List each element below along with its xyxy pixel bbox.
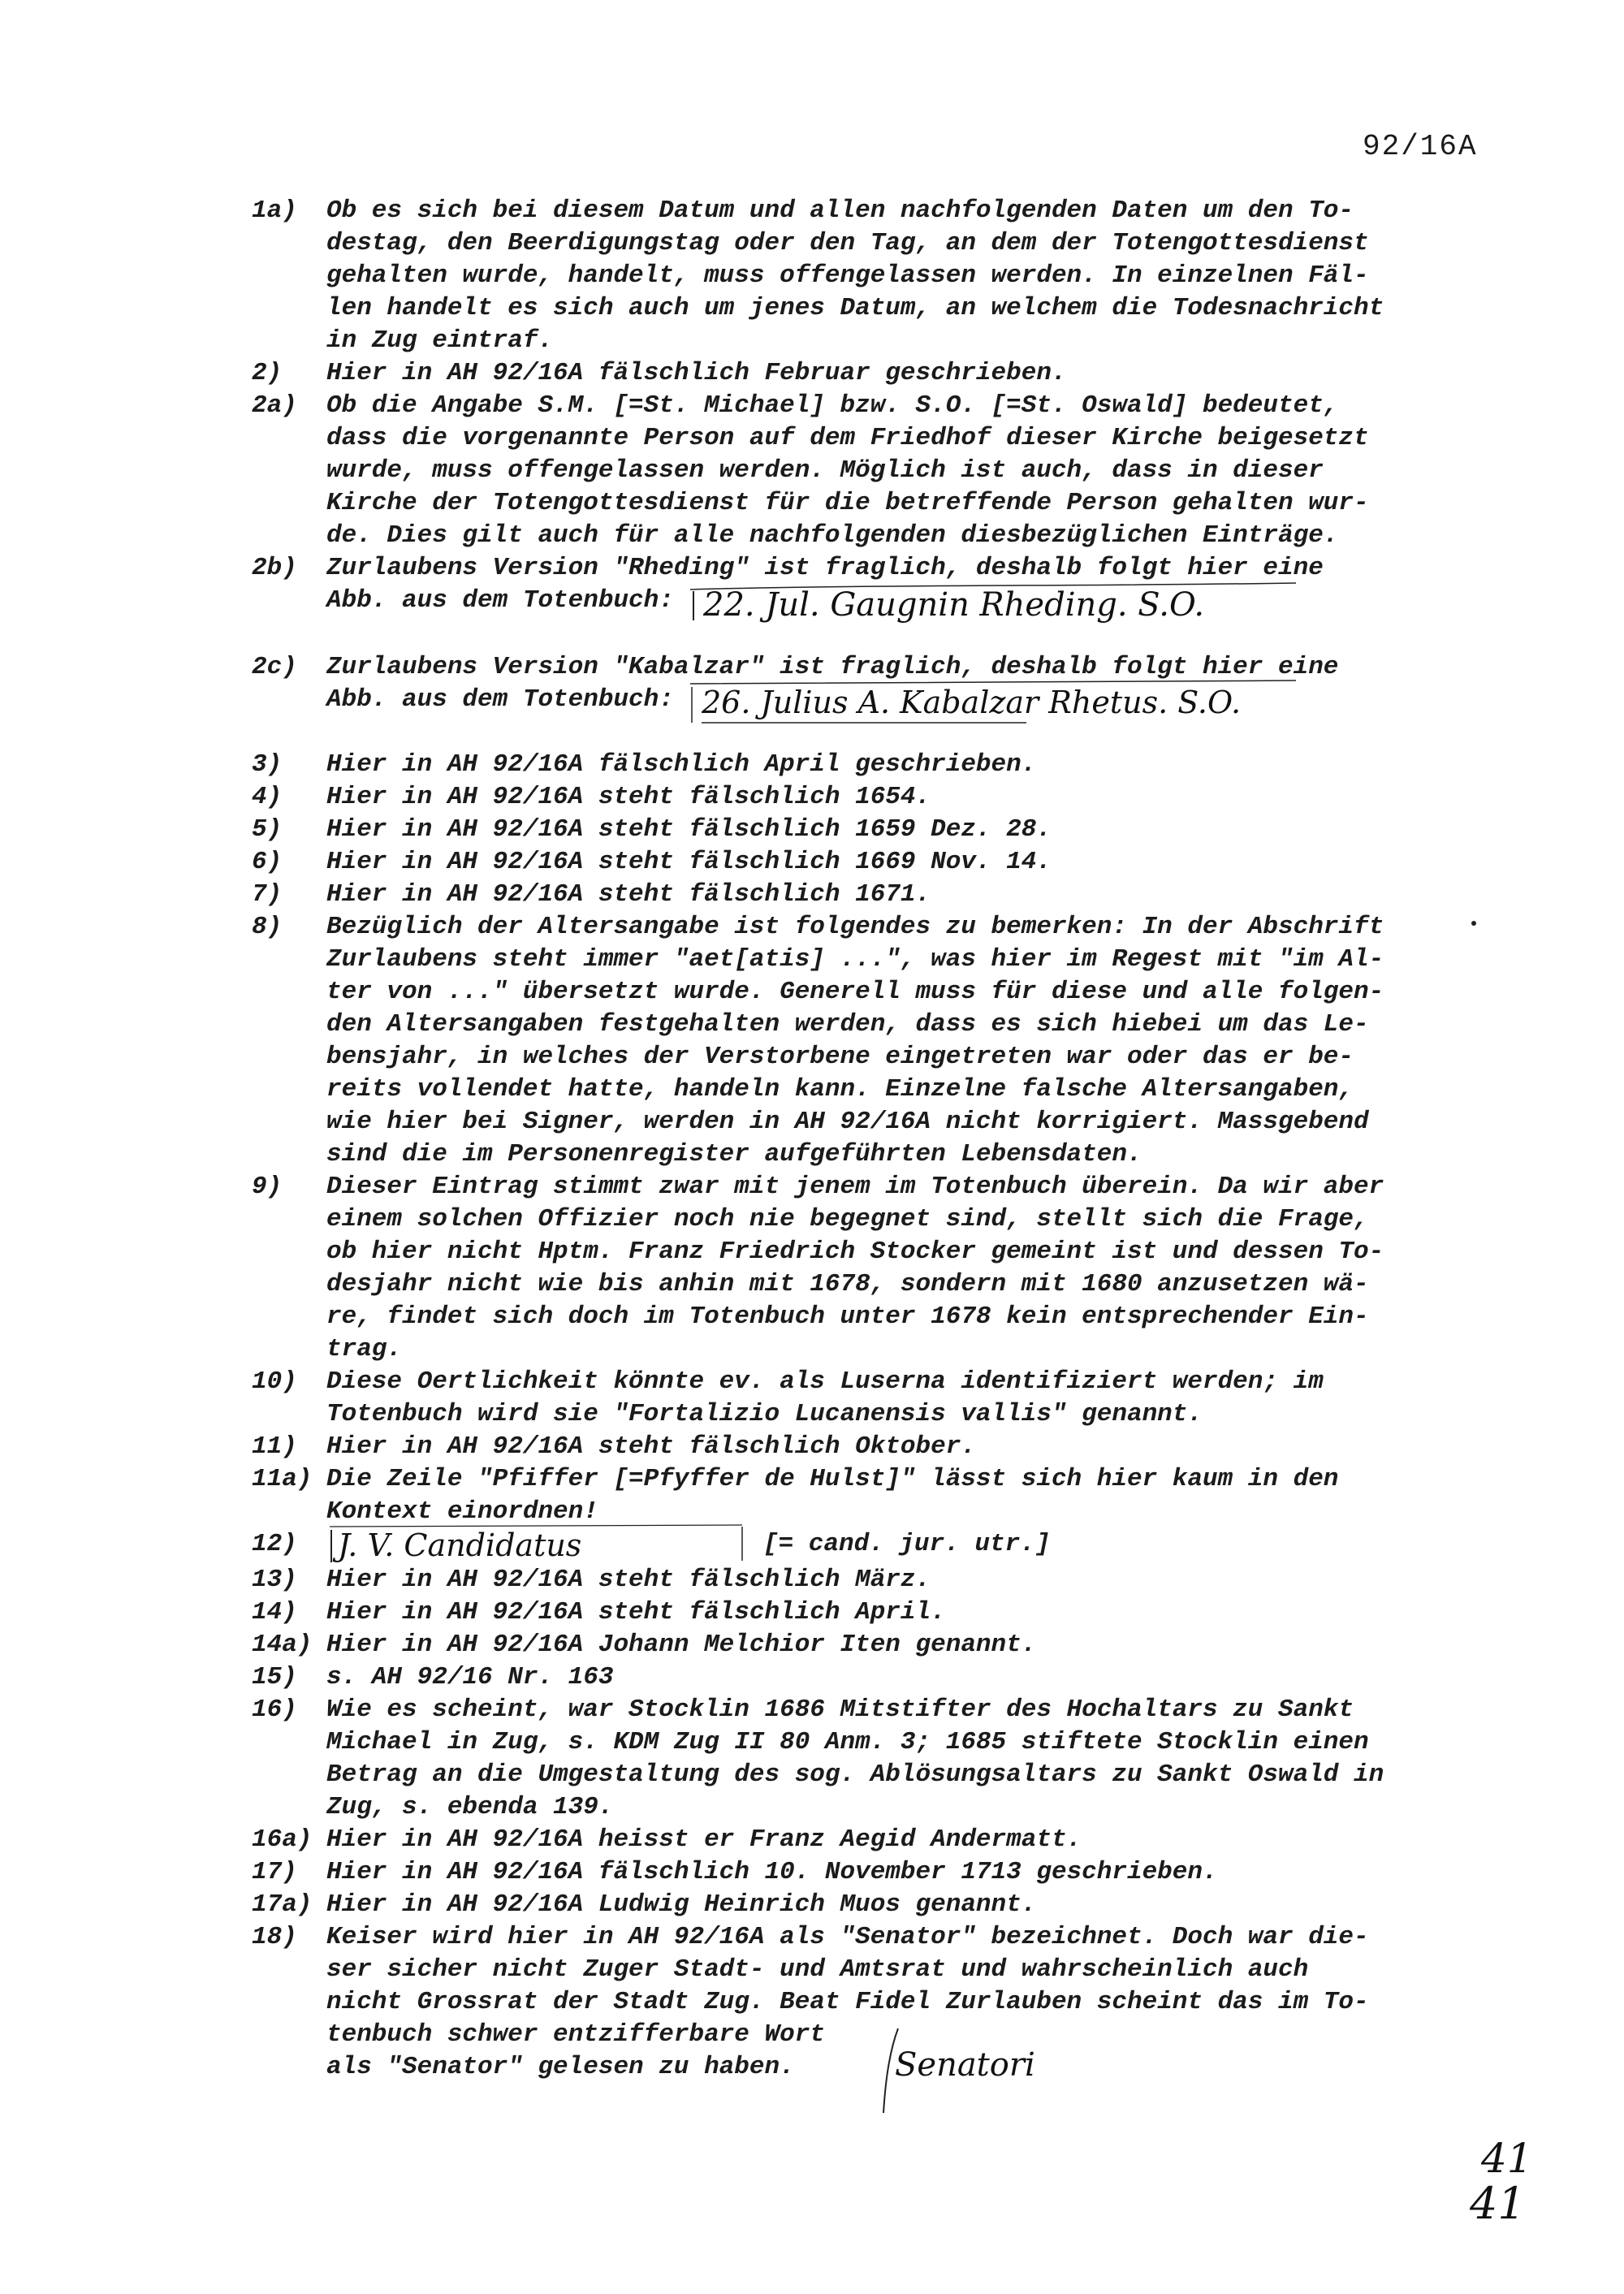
footnote-number: 13) xyxy=(252,1566,297,1594)
footnote-number: 5) xyxy=(252,815,283,844)
footnote-number: 15) xyxy=(252,1663,297,1691)
footnote-line: Zurlaubens Version "Kabalzar" ist fraglich, deshalb folgt hier eine xyxy=(326,653,1339,681)
footnote-line: Hier in AH 92/16A steht fälschlich April. xyxy=(326,1598,946,1627)
footnote xyxy=(252,1856,1518,1889)
footnote-line: in Zug eintraf. xyxy=(326,326,554,355)
footnote xyxy=(252,1463,1518,1528)
footnote-line: Abb. aus dem Totenbuch: xyxy=(326,685,674,714)
footnote-line: Hier in AH 92/16A Johann Melchior Iten genannt. xyxy=(326,1631,1037,1659)
footnote-line: Hier in AH 92/16A steht fälschlich März. xyxy=(326,1566,931,1594)
footnote xyxy=(252,390,1518,552)
page-reference: 92/16A xyxy=(1363,130,1478,163)
footnote-line: wurde, muss offengelassen werden. Möglich ist auch, dass in dieser xyxy=(326,456,1324,485)
footnote xyxy=(252,781,1518,814)
handwriting-scan-image xyxy=(874,2022,1117,2119)
footnote-line: Totenbuch wird sie "Fortalizio Lucanensis vallis" genannt. xyxy=(326,1400,1203,1428)
footnote-line: de. Dies gilt auch für alle nachfolgenden diesbezüglichen Einträge. xyxy=(326,521,1339,550)
handwriting-scan-image xyxy=(685,575,1302,632)
footnote-number: 2) xyxy=(252,359,283,387)
footnote xyxy=(252,1431,1518,1463)
footnote xyxy=(252,846,1518,879)
footnote-number: 14a) xyxy=(252,1631,313,1659)
footnote-number: 17a) xyxy=(252,1890,313,1919)
footnote-line: gehalten wurde, handelt, muss offengelassen werden. In einzelnen Fäl- xyxy=(326,261,1369,290)
footnote-number: 12) xyxy=(252,1530,297,1558)
footnote-line: Betrag an die Umgestaltung des sog. Ablösungsaltars zu Sankt Oswald in xyxy=(326,1760,1384,1789)
footnote-line: tenbuch schwer entzifferbare Wort xyxy=(326,2020,825,2049)
footnote-line: Kirche der Totengottesdienst für die betreffende Person gehalten wur- xyxy=(326,489,1369,517)
footnote-line: [= cand. jur. utr.] xyxy=(763,1530,1051,1558)
footnote-line: Zug, s. ebenda 139. xyxy=(326,1793,614,1821)
footnote-line: desjahr nicht wie bis anhin mit 1678, sondern mit 1680 anzusetzen wä- xyxy=(326,1270,1369,1298)
footnote xyxy=(252,1171,1518,1366)
footnote xyxy=(252,1564,1518,1596)
footnote-number: 17) xyxy=(252,1858,297,1886)
footnote-line: Abb. aus dem Totenbuch: xyxy=(326,586,674,615)
stray-mark xyxy=(1471,921,1476,926)
footnote-number: 8) xyxy=(252,913,283,941)
footnote xyxy=(252,1366,1518,1431)
handwritten-page-number: 41 xyxy=(1481,2135,1533,2182)
footnote-number: 16) xyxy=(252,1696,297,1724)
footnote-line: Hier in AH 92/16A steht fälschlich 1671. xyxy=(326,880,931,909)
footnote-line: sind die im Personenregister aufgeführten Lebensdaten. xyxy=(326,1140,1142,1169)
footnote-line: re, findet sich doch im Totenbuch unter 1678 kein entsprechender Ein- xyxy=(326,1303,1369,1331)
footnote xyxy=(252,1824,1518,1856)
footnote xyxy=(252,749,1518,781)
footnote xyxy=(252,1596,1518,1629)
footnote-line: Hier in AH 92/16A steht fälschlich 1654. xyxy=(326,783,931,811)
page-number-stamp xyxy=(1470,2136,1533,2227)
footnote xyxy=(252,552,1518,633)
footnote-line: ser sicher nicht Zuger Stadt- und Amtsrat und wahrscheinlich auch xyxy=(326,1955,1309,1984)
footnote-line: Zurlaubens Version "Rheding" ist fraglich, deshalb folgt hier eine xyxy=(326,554,1324,582)
footnote xyxy=(252,1629,1518,1661)
footnote xyxy=(252,357,1518,390)
footnote xyxy=(252,195,1518,357)
handwriting-text: 22. Jul. Gaugnin Rheding. S.O. xyxy=(702,586,1205,624)
footnote-number: 10) xyxy=(252,1367,297,1396)
footnote-line: trag. xyxy=(326,1335,403,1363)
footnote xyxy=(252,1921,1518,2119)
footnote xyxy=(252,1528,1518,1564)
footnote-line: den Altersangaben festgehalten werden, dass es sich hiebei um das Le- xyxy=(326,1010,1369,1039)
footnote-line: nicht Grossrat der Stadt Zug. Beat Fidel Zurlauben scheint das im To- xyxy=(326,1988,1369,2016)
footnote-number: 18) xyxy=(252,1923,297,1951)
handwriting-text: 26. Julius A. Kabalzar Rhetus. S.O. xyxy=(701,685,1241,720)
footnote-line: reits vollendet hatte, handeln kann. Einzelne falsche Altersangaben, xyxy=(326,1075,1354,1104)
footnote-number: 3) xyxy=(252,750,283,779)
footnote-number: 4) xyxy=(252,783,283,811)
footnote-number: 16a) xyxy=(252,1825,313,1854)
footnote-number: 9) xyxy=(252,1173,283,1201)
footnote-number: 14) xyxy=(252,1598,297,1627)
handwriting-text: J. V. Candidatus xyxy=(338,1527,582,1563)
footnote-line: Die Zeile "Pfiffer [=Pfyffer de Hulst]" lässt sich hier kaum in den xyxy=(326,1465,1339,1493)
footnote-line: Ob die Angabe S.M. [=St. Michael] bzw. S.O. [=St. Oswald] bedeutet, xyxy=(326,391,1339,420)
footnote-line: dass die vorgenannte Person auf dem Friedhof dieser Kirche beigesetzt xyxy=(326,424,1369,452)
footnote-line: einem solchen Offizier noch nie begegnet sind, stellt sich die Frage, xyxy=(326,1205,1369,1233)
footnote-number: 2c) xyxy=(252,653,297,681)
footnote-line: Hier in AH 92/16A steht fälschlich 1659 Dez. 28. xyxy=(326,815,1052,844)
stamped-page-number: 41 xyxy=(1470,2178,1526,2229)
footnote-line: Hier in AH 92/16A fälschlich 10. November 1713 geschrieben. xyxy=(326,1858,1218,1886)
footnote xyxy=(252,651,1518,734)
footnote-line: Hier in AH 92/16A Ludwig Heinrich Muos genannt. xyxy=(326,1890,1037,1919)
footnote-line: Michael in Zug, s. KDM Zug II 80 Anm. 3; 1685 stiftete Stocklin einen xyxy=(326,1728,1369,1756)
footnote-line: Hier in AH 92/16A heisst er Franz Aegid Andermatt. xyxy=(326,1825,1082,1854)
footnote-line: Hier in AH 92/16A fälschlich April geschrieben. xyxy=(326,750,1037,779)
handwriting-text: Senatori xyxy=(894,2046,1035,2084)
handwriting-scan-image xyxy=(685,676,1302,734)
footnote-line: Wie es scheint, war Stocklin 1686 Mitstifter des Hochaltars zu Sankt xyxy=(326,1696,1354,1724)
footnote-line: Dieser Eintrag stimmt zwar mit jenem im Totenbuch überein. Da wir aber xyxy=(326,1173,1384,1201)
footnote-line: ter von ..." übersetzt wurde. Generell muss für diese und alle folgen- xyxy=(326,978,1384,1006)
footnote xyxy=(252,879,1518,911)
footnote-line: len handelt es sich auch um jenes Datum, an welchem die Todesnachricht xyxy=(326,294,1384,322)
footnote-line: wie hier bei Signer, werden in AH 92/16A nicht korrigiert. Massgebend xyxy=(326,1108,1369,1136)
footnote-line: Hier in AH 92/16A steht fälschlich 1669 Nov. 14. xyxy=(326,848,1052,876)
footnote-line: Zurlaubens steht immer "aet[atis] ...", was hier im Regest mit "im Al- xyxy=(326,945,1384,974)
footnote-line: Hier in AH 92/16A steht fälschlich Oktober. xyxy=(326,1432,976,1461)
footnote-number: 2a) xyxy=(252,391,297,420)
footnote-number: 2b) xyxy=(252,554,297,582)
footnote-line: Ob es sich bei diesem Datum und allen nachfolgenden Daten um den To- xyxy=(326,197,1354,225)
footnote-number: 11) xyxy=(252,1432,297,1461)
footnote-line: Kontext einordnen! xyxy=(326,1497,598,1526)
footnote-line: bensjahr, in welches der Verstorbene eingetreten war oder das er be- xyxy=(326,1043,1354,1071)
footnote-line: destag, den Beerdigungstag oder den Tag, an dem der Totengottesdienst xyxy=(326,229,1369,257)
footnote xyxy=(252,911,1518,1171)
footnote-line: s. AH 92/16 Nr. 163 xyxy=(326,1663,614,1691)
footnote-line: Keiser wird hier in AH 92/16A als "Senator" bezeichnet. Doch war die- xyxy=(326,1923,1369,1951)
footnote-number: 6) xyxy=(252,848,283,876)
footnote-line: Hier in AH 92/16A fälschlich Februar geschrieben. xyxy=(326,359,1067,387)
footnote xyxy=(252,814,1518,846)
footnote-line: ob hier nicht Hptm. Franz Friedrich Stocker gemeint ist und dessen To- xyxy=(326,1238,1384,1266)
footnote-number: 7) xyxy=(252,880,283,909)
footnotes-list xyxy=(252,195,1518,2119)
footnote-line: Diese Oertlichkeit könnte ev. als Luserna identifiziert werden; im xyxy=(326,1367,1324,1396)
footnote xyxy=(252,1694,1518,1824)
footnote-line: Bezüglich der Altersangabe ist folgendes zu bemerken: In der Abschrift xyxy=(326,913,1384,941)
footnote-line: als "Senator" gelesen zu haben. xyxy=(326,2053,795,2081)
footnote xyxy=(252,1661,1518,1694)
footnote-number: 11a) xyxy=(252,1465,313,1493)
footnote xyxy=(252,1889,1518,1921)
handwriting-scan-image xyxy=(326,1523,749,1566)
footnote-number: 1a) xyxy=(252,197,297,225)
